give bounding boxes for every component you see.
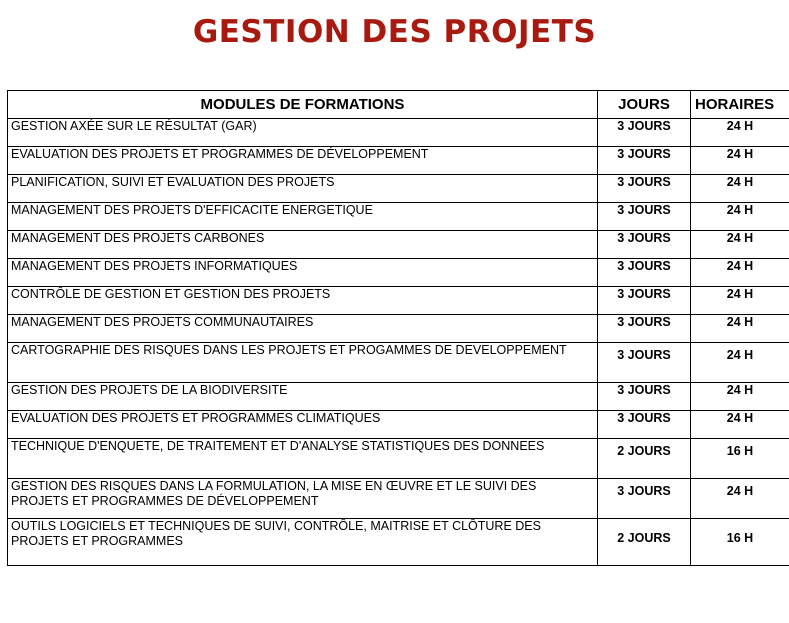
module-name: GESTION DES RISQUES DANS LA FORMULATION, LA MISE EN ŒUVRE ET LE SUIVI DES PROJETS ET PROGRAMMES DE DÉVELOPPEMENT [8,479,598,519]
module-horaires: 24 H [691,203,789,231]
module-name: CONTRÔLE DE GESTION ET GESTION DES PROJETS [8,287,598,315]
module-horaires: 24 H [691,383,789,411]
module-jours: 3 JOURS [598,343,691,383]
module-name: GESTION DES PROJETS DE LA BIODIVERSITE [8,383,598,411]
module-horaires: 24 H [691,343,789,383]
module-jours: 3 JOURS [598,203,691,231]
table-row [8,439,789,479]
module-name: EVALUATION DES PROJETS ET PROGRAMMES CLIMATIQUES [8,411,598,439]
module-name: GESTION AXÉE SUR LE RÉSULTAT (GAR) [8,119,598,147]
module-jours: 3 JOURS [598,147,691,175]
table-row [8,175,789,203]
module-horaires: 24 H [691,231,789,259]
header-horaires: HORAIRES [691,91,789,119]
module-jours: 3 JOURS [598,231,691,259]
module-horaires: 24 H [691,259,789,287]
module-horaires: 16 H [691,519,789,566]
module-name: PLANIFICATION, SUIVI ET EVALUATION DES PROJETS [8,175,598,203]
table-row [8,231,789,259]
table-row [8,411,789,439]
module-horaires: 24 H [691,147,789,175]
module-jours: 3 JOURS [598,411,691,439]
module-name: MANAGEMENT DES PROJETS INFORMATIQUES [8,259,598,287]
module-name: MANAGEMENT DES PROJETS COMMUNAUTAIRES [8,315,598,343]
module-name: MANAGEMENT DES PROJETS D'EFFICACITE ENERGETIQUE [8,203,598,231]
module-name: OUTILS LOGICIELS ET TECHNIQUES DE SUIVI, CONTRÔLE, MAITRISE ET CLÔTURE DES PROJETS ET PROGRAMMES [8,519,598,566]
module-jours: 3 JOURS [598,175,691,203]
page-title: GESTION DES PROJETS [192,14,597,50]
module-horaires: 24 H [691,119,789,147]
module-horaires: 24 H [691,175,789,203]
module-horaires: 24 H [691,287,789,315]
module-jours: 3 JOURS [598,287,691,315]
module-jours: 3 JOURS [598,259,691,287]
table-row [8,147,789,175]
table-row [8,203,789,231]
module-jours: 3 JOURS [598,315,691,343]
module-horaires: 24 H [691,479,789,519]
header-jours: JOURS [598,91,691,119]
table-row [8,315,789,343]
module-name: CARTOGRAPHIE DES RISQUES DANS LES PROJETS ET PROGAMMES DE DEVELOPPEMENT [8,343,598,383]
modules-table [7,90,789,566]
table-row [8,383,789,411]
module-jours: 3 JOURS [598,119,691,147]
module-jours: 2 JOURS [598,439,691,479]
header-modules: MODULES DE FORMATIONS [8,91,598,119]
module-name: EVALUATION DES PROJETS ET PROGRAMMES DE DÉVELOPPEMENT [8,147,598,175]
module-jours: 3 JOURS [598,479,691,519]
table-row [8,343,789,383]
table-row [8,119,789,147]
module-horaires: 24 H [691,315,789,343]
table-header-row [8,91,789,119]
module-name: TECHNIQUE D'ENQUETE, DE TRAITEMENT ET D'ANALYSE STATISTIQUES DES DONNEES [8,439,598,479]
table-row [8,479,789,519]
table-row [8,259,789,287]
module-jours: 3 JOURS [598,383,691,411]
table-row [8,519,789,566]
module-horaires: 24 H [691,411,789,439]
module-name: MANAGEMENT DES PROJETS CARBONES [8,231,598,259]
module-jours: 2 JOURS [598,519,691,566]
module-horaires: 16 H [691,439,789,479]
table-row [8,287,789,315]
